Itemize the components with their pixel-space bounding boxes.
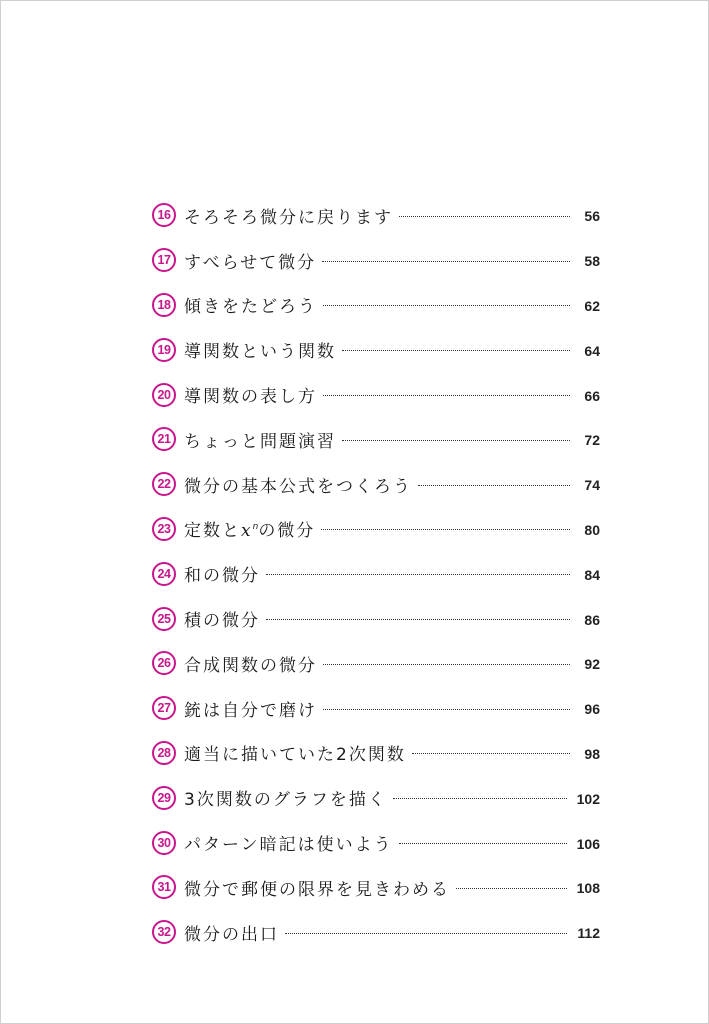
superscript-n: n: [252, 522, 259, 533]
toc-entry[interactable]: [152, 641, 600, 686]
chapter-title: 微分の基本公式をつくろう: [184, 476, 412, 497]
page-number: 66: [584, 387, 600, 404]
page-number: 92: [584, 656, 600, 673]
chapter-title: 3次関数のグラフを描く: [184, 790, 387, 811]
toc-entry[interactable]: [152, 551, 600, 596]
dot-leader: [266, 619, 570, 620]
chapter-title-part: の微分: [258, 521, 316, 542]
dot-leader: [342, 350, 570, 351]
dot-leader: [321, 529, 570, 530]
chapter-title-part: 定数と: [184, 521, 241, 542]
toc-entry[interactable]: [152, 910, 600, 955]
chapter-number-badge: 19: [152, 338, 176, 362]
page-number: 62: [584, 297, 600, 314]
chapter-title: パターン暗記は使いよう: [184, 835, 393, 856]
chapter-title: 導関数という関数: [184, 342, 336, 363]
chapter-number-badge: 22: [152, 472, 176, 496]
dot-leader: [418, 485, 570, 486]
dot-leader: [412, 753, 570, 754]
toc-entry[interactable]: [152, 507, 600, 552]
page-number: 102: [576, 790, 600, 807]
dot-leader: [322, 261, 570, 262]
page-number: 98: [584, 745, 600, 762]
page-number: 106: [576, 835, 600, 852]
chapter-title: 傾きをたどろう: [184, 297, 317, 318]
chapter-title: 和の微分: [184, 566, 260, 587]
toc-entry[interactable]: [152, 327, 600, 372]
dot-leader: [342, 440, 570, 441]
chapter-number-badge: 25: [152, 607, 176, 631]
chapter-title: 合成関数の微分: [184, 655, 317, 676]
chapter-number-badge: 28: [152, 741, 176, 765]
dot-leader: [323, 305, 570, 306]
chapter-number-badge: 23: [152, 517, 176, 541]
page-number: 112: [577, 925, 600, 942]
toc-entry[interactable]: [152, 731, 600, 776]
dot-leader: [399, 216, 570, 217]
chapter-title: そろそろ微分に戻ります: [184, 207, 393, 228]
page-number: 64: [584, 342, 600, 359]
toc-entry[interactable]: [152, 417, 600, 462]
dot-leader: [323, 395, 570, 396]
page-number: 74: [584, 477, 600, 494]
dot-leader: [399, 843, 567, 844]
chapter-number-badge: 31: [152, 875, 176, 899]
toc-entry[interactable]: [152, 193, 600, 238]
dot-leader: [285, 933, 567, 934]
toc-entry[interactable]: [152, 372, 600, 417]
dot-leader: [393, 798, 567, 799]
dot-leader: [456, 888, 567, 889]
chapter-title: 積の微分: [184, 611, 260, 632]
chapter-title: 適当に描いていた2次関数: [184, 745, 406, 766]
chapter-number-badge: 32: [152, 920, 176, 944]
dot-leader: [323, 709, 570, 710]
toc-entry[interactable]: [152, 820, 600, 865]
chapter-number-badge: 17: [152, 248, 176, 272]
toc-entry[interactable]: [152, 238, 600, 283]
page-number: 58: [584, 253, 600, 270]
chapter-title: 微分の出口: [184, 924, 279, 945]
chapter-title: 導関数の表し方: [184, 387, 317, 408]
chapter-title: [184, 516, 315, 541]
chapter-number-badge: 18: [152, 293, 176, 317]
chapter-title: すべらせて微分: [184, 252, 317, 273]
chapter-title: 微分で郵便の限界を見きわめる: [184, 879, 450, 900]
page-number: 80: [584, 521, 600, 538]
chapter-number-badge: 16: [152, 203, 176, 227]
variable-x: x: [241, 521, 253, 542]
chapter-title: 銃は自分で磨け: [184, 700, 317, 721]
chapter-number-badge: 29: [152, 786, 176, 810]
chapter-number-badge: 24: [152, 562, 176, 586]
page-number: 72: [584, 432, 600, 449]
dot-leader: [323, 664, 570, 665]
chapter-number-badge: 20: [152, 383, 176, 407]
toc-entry[interactable]: [152, 462, 600, 507]
table-of-contents: [152, 193, 600, 955]
chapter-number-badge: 21: [152, 427, 176, 451]
toc-entry[interactable]: [152, 775, 600, 820]
chapter-number-badge: 26: [152, 651, 176, 675]
toc-entry[interactable]: [152, 283, 600, 328]
page-number: 56: [584, 208, 600, 225]
page-number: 84: [584, 566, 600, 583]
chapter-number-badge: 30: [152, 831, 176, 855]
chapter-title: ちょっと問題演習: [184, 431, 336, 452]
toc-entry[interactable]: [152, 865, 600, 910]
toc-entry[interactable]: [152, 596, 600, 641]
page-number: 86: [584, 611, 600, 628]
chapter-number-badge: 27: [152, 696, 176, 720]
toc-entry[interactable]: [152, 686, 600, 731]
dot-leader: [266, 574, 570, 575]
page-number: 108: [576, 880, 600, 897]
page-number: 96: [584, 701, 600, 718]
